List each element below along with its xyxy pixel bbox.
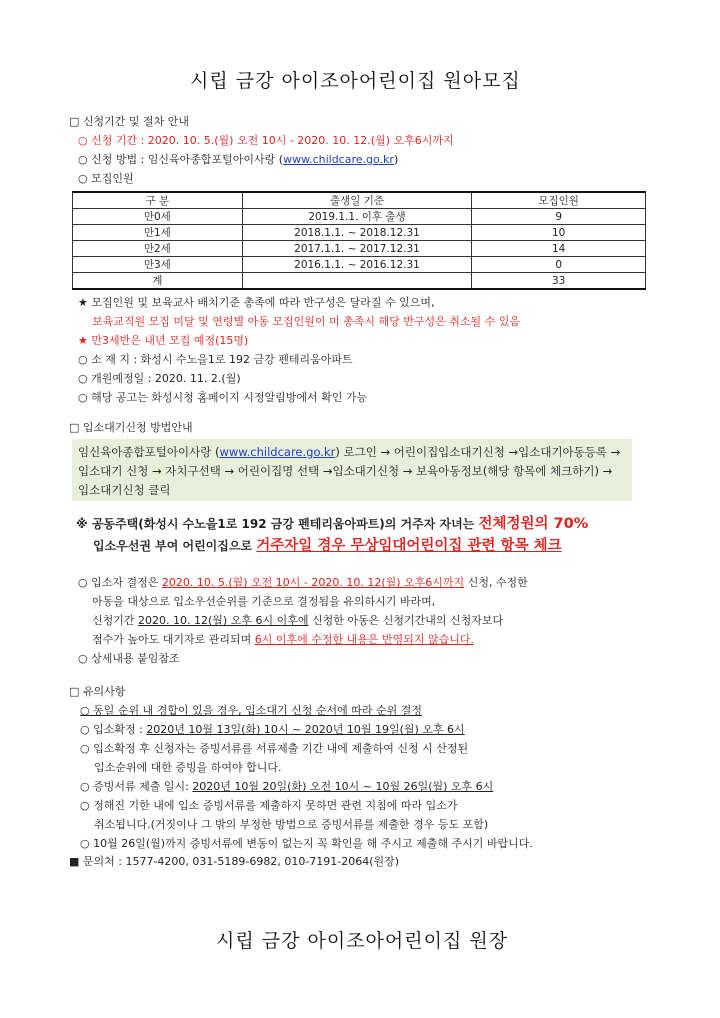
note-composition-cont: 보육교직원 모집 미달 및 연령별 아동 모집인원이 미 총족시 해당 반구성은 취소될 수 있음 (92, 315, 520, 328)
decision-line-4: 점수가 높아도 대기자로 관리되며 6시 이후에 수정한 내용은 반영되지 않습니다. (92, 633, 474, 646)
page-title: 시립 금강 아이조아어린이집 원아모집 (190, 70, 521, 92)
caution-item-2: ○ 입소확정 : 2020년 10월 13일(화) 10시 ~ 2020년 10월 19일(월) 오후 6시 (80, 723, 465, 736)
caution-item-3: ○ 입소확정 후 신청자는 증빙서류를 서류제출 기간 내에 제출하여 신청 시 산정된 (80, 742, 469, 755)
table-row (73, 209, 646, 225)
section-heading-application: □ 신청기간 및 절차 안내 (69, 115, 190, 128)
recruitment-table (72, 191, 646, 290)
table-cell: 0 (472, 257, 646, 273)
note-age3-class: ★ 만3세반은 내년 모집 예정(15명) (78, 334, 249, 347)
table-total-row (73, 273, 646, 290)
application-period: ○ 신청 기간 : 2020. 10. 5.(월) 오전 10시 - 2020. 10. 12.(월) 오후6시까지 (78, 134, 454, 147)
table-row (73, 257, 646, 273)
details-note: ○ 상세내용 붙임참조 (78, 652, 180, 665)
caution-item-5: ○ 정해진 기한 내에 입소 증빙서류를 제출하지 못하면 관련 지침에 따라 입소가 (80, 799, 458, 812)
table-header-cell: 출생일 기준 (242, 192, 472, 209)
caution-item-3-cont: 입소순위에 대한 증빙을 하여야 합니다. (94, 761, 282, 774)
table-cell: 33 (472, 273, 646, 290)
caution-item-4: ○ 증빙서류 제출 일시: 2020년 10월 20일(화) 오전 10시 ~ 10월 26일(월) 오후 6시 (80, 780, 494, 793)
childcare-link[interactable]: www.childcare.go.kr (283, 153, 394, 166)
table-cell: 2018.1.1. ~ 2018.12.31 (242, 225, 472, 241)
table-cell (242, 273, 472, 290)
childcare-link-2[interactable]: www.childcare.go.kr (219, 445, 336, 459)
table-cell: 만0세 (73, 209, 243, 225)
table-cell: 만1세 (73, 225, 243, 241)
table-cell: 10 (472, 225, 646, 241)
table-cell: 2017.1.1. ~ 2017.12.31 (242, 241, 472, 257)
application-method: ○ 신청 방법 : 임신육아종합포털아이사랑 (www.childcare.go.kr) (78, 153, 399, 166)
table-cell: 만3세 (73, 257, 243, 273)
decision-line-3: 신청기간 2020. 10. 12(월) 오후 6시 이후에 신청한 아동은 신청기간내의 신청자보다 (92, 614, 504, 627)
caution-item-1: ○ 동일 순위 내 경합이 있을 경우, 입소대기 신청 순서에 따라 순위 결정 (80, 704, 422, 717)
contact-info: ■ 문의처 : 1577-4200, 031-5189-6982, 010-7191-2064(원장) (69, 855, 400, 868)
table-header-cell: 모집인원 (472, 192, 646, 209)
procedure-box: 임신육아종합포털아이사랑 (www.childcare.go.kr) 로그인 → 어린이집입소대기신청 →입소대기아동등록 → 입소대기 신청 → 자치구선택 → 어린이집명 선택 →입소대기신청 → 보육아동정보(해당 항목에 체크하기) → 입소대기신청 클릭 (72, 439, 632, 501)
notice-info: ○ 해당 공고는 화성시청 홈페이지 시정알림방에서 확인 가능 (78, 391, 368, 404)
priority-note-cont: 입소우선권 부여 어린이집으로 거주자일 경우 무상임대어린이집 관련 항목 체크 (93, 538, 562, 554)
recruit-heading: ○ 모집인원 (78, 172, 134, 185)
priority-ratio: 전체정원의 70% (478, 516, 589, 532)
priority-check: 거주자일 경우 무상임대어린이집 관련 항목 체크 (256, 538, 562, 554)
caution-item-6: ○ 10월 26일(월)까지 증빙서류에 변동이 없는지 꼭 확인을 해 주시고 제출해 주시기 바랍니다. (80, 837, 533, 850)
decision-line-1: ○ 입소자 결정은 2020. 10. 5.(월) 오전 10시 - 2020. 10. 12(월) 오후6시까지 신청, 수정한 (78, 576, 528, 589)
location: ○ 소 재 지 : 화성시 수노을1로 192 금강 펜테리움아파트 (78, 353, 353, 366)
table-cell: 2016.1.1. ~ 2016.12.31 (242, 257, 472, 273)
table-row (73, 241, 646, 257)
decision-line-2: 아동을 대상으로 입소우선순위를 기준으로 결정됨을 유의하시기 바라며, (92, 595, 436, 608)
open-date: ○ 개원예정일 : 2020. 11. 2.(월) (78, 372, 241, 385)
table-cell: 2019.1.1. 이후 출생 (242, 209, 472, 225)
table-cell: 14 (472, 241, 646, 257)
table-header-row (73, 192, 646, 209)
table-cell: 계 (73, 273, 243, 290)
table-header-cell: 구 분 (73, 192, 243, 209)
note-composition: ★ 모집인원 및 보육교사 배치기준 총족에 따라 반구성은 달라질 수 있으며, (78, 296, 435, 309)
table-row (73, 225, 646, 241)
table-cell: 9 (472, 209, 646, 225)
priority-note: ※ 공동주택(화성시 수노을1로 192 금강 펜테리움아파트)의 거주자 자녀는 전체정원의 70% (76, 516, 589, 532)
caution-item-5-cont: 취소됩니다.(거짓이나 그 밖의 부정한 방법으로 증빙서류를 제출한 경우 등도 포함) (94, 818, 489, 831)
signature: 시립 금강 아이조아어린이집 원장 (216, 930, 509, 952)
section-heading-waitlist: □ 입소대기신청 방법안내 (69, 421, 193, 434)
section-heading-cautions: □ 유의사항 (69, 685, 126, 698)
table-cell: 만2세 (73, 241, 243, 257)
